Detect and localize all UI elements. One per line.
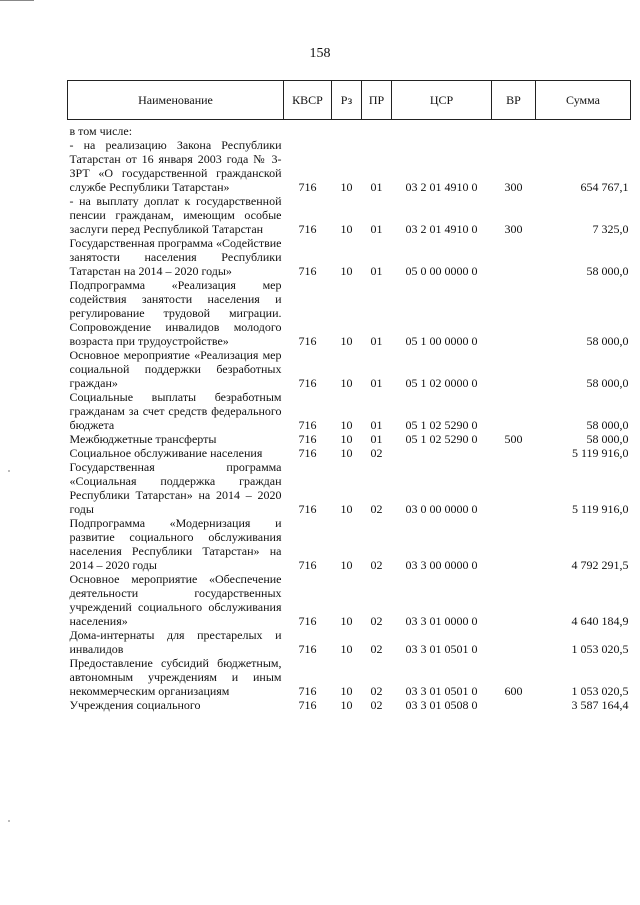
row-name: Подпрограмма «Модернизация и развитие социального обслуживания населения Республики Татарстан» на 2014 – 2020 годы bbox=[69, 516, 282, 572]
row-pr: 02 bbox=[370, 614, 383, 628]
table-row bbox=[68, 138, 631, 194]
row-name: Межбюджетные трансферты bbox=[69, 432, 217, 446]
column-header-rz: Рз bbox=[332, 81, 362, 120]
row-sum: 58 000,0 bbox=[586, 376, 629, 390]
scan-speck bbox=[8, 470, 10, 472]
row-name: в том числе: bbox=[69, 124, 133, 138]
row-rz: 10 bbox=[340, 180, 353, 194]
table-row bbox=[68, 236, 631, 278]
row-rz: 10 bbox=[340, 376, 353, 390]
scan-speck bbox=[8, 820, 10, 822]
row-sum: 4 640 184,9 bbox=[571, 614, 629, 628]
row-name: Социальные выплаты безработным гражданам за счет средств федерального бюджета bbox=[69, 390, 282, 432]
row-name: Предоставление субсидий бюджетным, автономным учреждениям и иным некоммерческим организациям bbox=[69, 656, 282, 698]
row-kvsr: 716 bbox=[298, 432, 317, 446]
row-name: Государственная программа «Социальная поддержка граждан Республики Татарстан» на 2014 – 2020 годы bbox=[69, 460, 282, 516]
table-row bbox=[68, 194, 631, 236]
row-sum: 7 325,0 bbox=[592, 222, 629, 236]
row-pr: 01 bbox=[370, 418, 383, 432]
row-sum: 5 119 916,0 bbox=[571, 502, 629, 516]
row-name: - на выплату доплат к государственной пенсии гражданам, имеющим особые заслуги перед Республикой Татарстан bbox=[69, 194, 282, 236]
row-csr: 05 1 02 5290 0 bbox=[405, 418, 478, 432]
row-csr: 03 0 00 0000 0 bbox=[405, 502, 478, 516]
row-kvsr: 716 bbox=[298, 334, 317, 348]
row-pr: 01 bbox=[370, 334, 383, 348]
scan-corner-mark bbox=[0, 0, 34, 1]
row-sum: 5 119 916,0 bbox=[571, 446, 629, 460]
row-kvsr: 716 bbox=[298, 684, 317, 698]
row-vr: 300 bbox=[504, 222, 523, 236]
table-row bbox=[68, 572, 631, 628]
row-csr: 05 1 02 5290 0 bbox=[405, 432, 478, 446]
table-row bbox=[68, 120, 631, 139]
row-kvsr: 716 bbox=[298, 502, 317, 516]
row-kvsr: 716 bbox=[298, 446, 317, 460]
row-pr: 01 bbox=[370, 180, 383, 194]
row-csr: 05 1 00 0000 0 bbox=[405, 334, 478, 348]
row-vr bbox=[492, 698, 536, 712]
row-rz: 10 bbox=[340, 684, 353, 698]
row-rz: 10 bbox=[340, 432, 353, 446]
row-vr: 500 bbox=[504, 432, 523, 446]
row-kvsr: 716 bbox=[298, 222, 317, 236]
row-pr: 02 bbox=[370, 558, 383, 572]
row-vr bbox=[492, 446, 536, 460]
row-csr: 03 3 01 0508 0 bbox=[405, 698, 478, 712]
row-sum: 3 587 164,4 bbox=[571, 698, 629, 712]
row-pr: 01 bbox=[370, 222, 383, 236]
row-sum: 654 767,1 bbox=[580, 180, 629, 194]
row-pr: 02 bbox=[370, 642, 383, 656]
row-pr: 02 bbox=[370, 446, 383, 460]
table-row bbox=[68, 698, 631, 712]
row-kvsr: 716 bbox=[298, 698, 317, 712]
row-pr: 01 bbox=[370, 376, 383, 390]
row-pr bbox=[362, 120, 392, 139]
row-pr: 01 bbox=[370, 264, 383, 278]
row-csr: 03 3 01 0501 0 bbox=[405, 642, 478, 656]
row-vr: 600 bbox=[504, 684, 523, 698]
row-sum bbox=[536, 120, 631, 139]
table-row bbox=[68, 390, 631, 432]
row-rz: 10 bbox=[340, 502, 353, 516]
table-header-row bbox=[68, 81, 631, 120]
row-rz: 10 bbox=[340, 418, 353, 432]
row-vr bbox=[492, 236, 536, 278]
row-name: Государственная программа «Содействие занятости населения Республики Татарстан на 2014 – 2020 годы» bbox=[69, 236, 282, 278]
column-header-sum: Сумма bbox=[536, 81, 631, 120]
table-row bbox=[68, 516, 631, 572]
row-kvsr: 716 bbox=[298, 376, 317, 390]
row-csr bbox=[392, 446, 492, 460]
row-name: - на реализацию Закона Республики Татарстан от 16 января 2003 года № 3-ЗРТ «О государственной гражданской службе Республики Татарстан» bbox=[69, 138, 282, 194]
row-csr: 03 3 01 0501 0 bbox=[405, 684, 478, 698]
row-csr: 03 2 01 4910 0 bbox=[405, 222, 478, 236]
row-sum: 58 000,0 bbox=[586, 264, 629, 278]
row-name: Социальное обслуживание населения bbox=[69, 446, 263, 460]
row-sum: 58 000,0 bbox=[586, 418, 629, 432]
column-header-name: Наименование bbox=[68, 81, 284, 120]
row-pr: 02 bbox=[370, 502, 383, 516]
row-name: Основное мероприятие «Обеспечение деятельности государственных учреждений социального обслуживания населения» bbox=[69, 572, 282, 628]
row-vr bbox=[492, 278, 536, 348]
row-pr: 02 bbox=[370, 698, 383, 712]
row-vr bbox=[492, 572, 536, 628]
table-row bbox=[68, 460, 631, 516]
row-vr bbox=[492, 120, 536, 139]
row-sum: 1 053 020,5 bbox=[571, 642, 629, 656]
table-row bbox=[68, 446, 631, 460]
row-name: Основное мероприятие «Реализация мер социальной поддержки безработных граждан» bbox=[69, 348, 282, 390]
column-header-kvsr: КВСР bbox=[284, 81, 332, 120]
row-csr: 05 1 02 0000 0 bbox=[405, 376, 478, 390]
row-rz: 10 bbox=[340, 698, 353, 712]
row-kvsr bbox=[284, 120, 332, 139]
row-kvsr: 716 bbox=[298, 642, 317, 656]
row-vr bbox=[492, 460, 536, 516]
row-sum: 58 000,0 bbox=[586, 334, 629, 348]
row-name: Дома-интернаты для престарелых и инвалидов bbox=[69, 628, 282, 656]
row-sum: 1 053 020,5 bbox=[571, 684, 629, 698]
page-number: 158 bbox=[309, 46, 331, 61]
row-sum: 4 792 291,5 bbox=[571, 558, 629, 572]
row-csr: 03 3 01 0000 0 bbox=[405, 614, 478, 628]
row-vr bbox=[492, 390, 536, 432]
row-csr: 03 2 01 4910 0 bbox=[405, 180, 478, 194]
row-name: Учреждения социального bbox=[69, 698, 201, 712]
row-sum: 58 000,0 bbox=[586, 432, 629, 446]
table-row bbox=[68, 432, 631, 446]
row-kvsr: 716 bbox=[298, 180, 317, 194]
row-rz: 10 bbox=[340, 264, 353, 278]
table-row bbox=[68, 348, 631, 390]
table-row bbox=[68, 628, 631, 656]
row-rz: 10 bbox=[340, 334, 353, 348]
row-pr: 02 bbox=[370, 684, 383, 698]
column-header-pr: ПР bbox=[362, 81, 392, 120]
row-pr: 01 bbox=[370, 432, 383, 446]
row-rz: 10 bbox=[340, 446, 353, 460]
row-rz: 10 bbox=[340, 614, 353, 628]
row-rz: 10 bbox=[340, 558, 353, 572]
table-row bbox=[68, 656, 631, 698]
table-row bbox=[68, 278, 631, 348]
row-vr bbox=[492, 516, 536, 572]
row-vr bbox=[492, 348, 536, 390]
row-vr bbox=[492, 628, 536, 656]
row-csr bbox=[392, 120, 492, 139]
row-kvsr: 716 bbox=[298, 418, 317, 432]
row-name: Подпрограмма «Реализация мер содействия занятости населения и регулирование трудовой миграции. Сопровождение инвалидов молодого возраста при трудоустройстве» bbox=[69, 278, 282, 348]
column-header-csr: ЦСР bbox=[392, 81, 492, 120]
row-rz: 10 bbox=[340, 222, 353, 236]
row-kvsr: 716 bbox=[298, 614, 317, 628]
row-rz: 10 bbox=[340, 642, 353, 656]
row-rz bbox=[332, 120, 362, 139]
budget-table bbox=[67, 80, 631, 712]
row-csr: 03 3 00 0000 0 bbox=[405, 558, 478, 572]
row-kvsr: 716 bbox=[298, 558, 317, 572]
row-csr: 05 0 00 0000 0 bbox=[405, 264, 478, 278]
column-header-vr: ВР bbox=[492, 81, 536, 120]
row-vr: 300 bbox=[504, 180, 523, 194]
row-kvsr: 716 bbox=[298, 264, 317, 278]
